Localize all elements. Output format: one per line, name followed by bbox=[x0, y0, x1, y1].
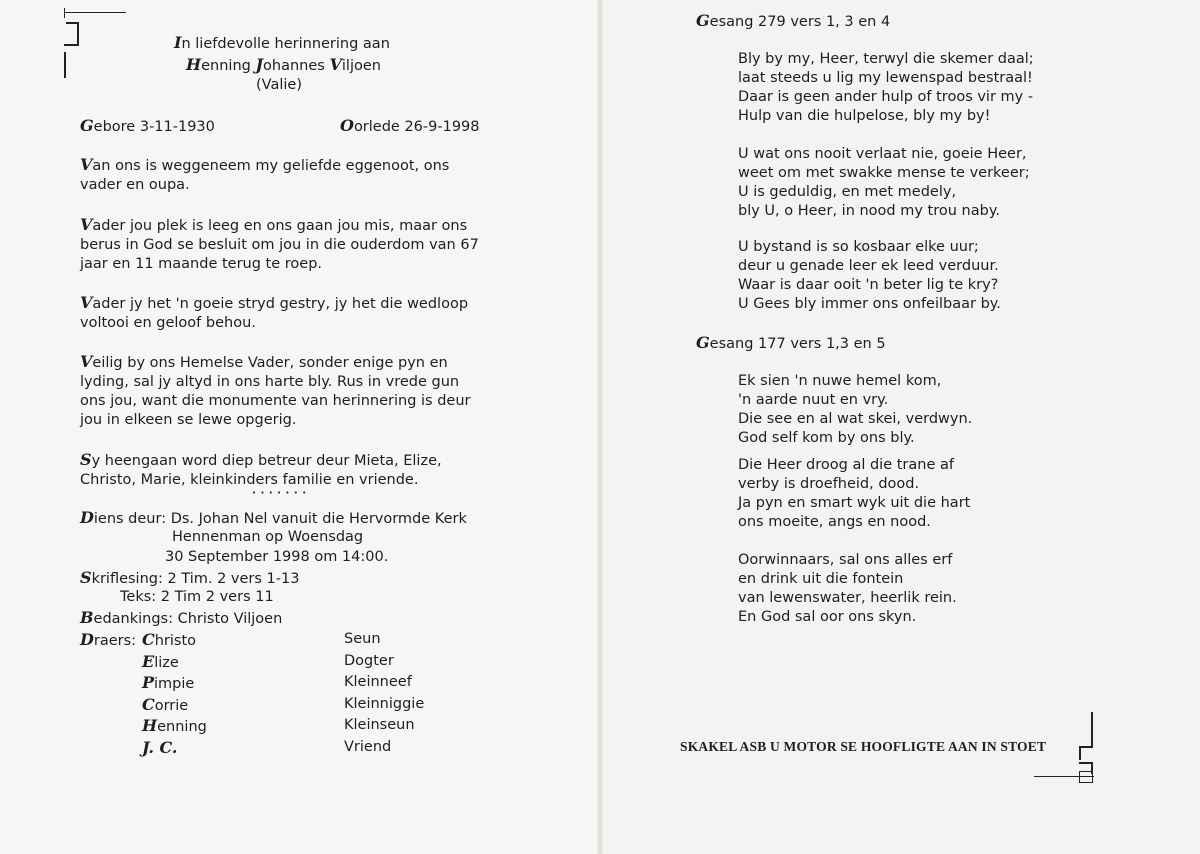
bearer-relation: Kleinniggie bbox=[344, 696, 425, 712]
hymn-stanza: Ek sien 'n nuwe hemel kom, 'n aarde nuut en vry. Die see en al wat skei, verdwyn. God self kom by ons bly. bbox=[738, 373, 973, 446]
sermon-text: Teks: 2 Tim 2 vers 11 bbox=[120, 589, 274, 605]
bearer-name: Pimpie bbox=[142, 673, 195, 692]
service-datetime: 30 September 1998 om 14:00. bbox=[165, 549, 389, 565]
scripture-reading: Skriflesing: 2 Tim. 2 vers 1-13 bbox=[80, 568, 300, 587]
memorial-heading: In liefdevolle herinnering aan bbox=[174, 33, 390, 52]
bearer-relation: Kleinneef bbox=[344, 674, 412, 690]
hymn-heading: Gesang 279 vers 1, 3 en 4 bbox=[696, 11, 891, 30]
bearers-label: Draers: bbox=[80, 630, 137, 649]
bearer-name: Henning bbox=[142, 716, 207, 735]
bearer-name: Christo bbox=[142, 630, 197, 649]
bearer-relation: Dogter bbox=[344, 653, 394, 669]
service-venue: Hennenman op Woensdag bbox=[172, 529, 364, 545]
service-details: Diens deur: Ds. Johan Nel vanuit die Hervormde Kerk bbox=[80, 508, 467, 527]
hymn-stanza: U bystand is so kosbaar elke uur; deur u genade leer ek leed verduur. Waar is daar ooit 'n beter lig te kry? U Gees bly immer ons onfeilbaar by. bbox=[738, 239, 1001, 312]
birth-date: Gebore 3-11-1930 bbox=[80, 116, 215, 135]
tribute-paragraph: Vader jou plek is leeg en ons gaan jou mis, maar ons berus in God se besluit om jou in die ouderdom van 67 jaar en 11 maande terug te roep. bbox=[80, 215, 479, 272]
death-date: Oorlede 26-9-1998 bbox=[340, 116, 480, 135]
hymn-stanza: Oorwinnaars, sal ons alles erf en drink uit die fontein van lewenswater, heerlik rein. En God sal oor ons skyn. bbox=[738, 552, 957, 625]
hymn-stanza: Die Heer droog al die trane af verby is droefheid, dood. Ja pyn en smart wyk uit die hart ons moeite, angs en nood. bbox=[738, 457, 971, 530]
tribute-paragraph: Veilig by ons Hemelse Vader, sonder enige pyn en lyding, sal jy altyd in ons harte bly. Rus in vrede gun ons jou, want die monumente van herinnering is deur jou in elkeen se lewe opgerig. bbox=[80, 352, 471, 428]
divider-dots: • • • • • • • bbox=[252, 489, 308, 497]
bearer-relation: Kleinseun bbox=[344, 717, 415, 733]
bearer-relation: Vriend bbox=[344, 739, 392, 755]
thanks-line: Bedankings: Christo Viljoen bbox=[80, 608, 283, 627]
page-fold bbox=[597, 0, 603, 854]
bearer-name: J. C. bbox=[142, 738, 178, 757]
nickname: (Valie) bbox=[256, 77, 302, 93]
bearer-name: Elize bbox=[142, 652, 179, 671]
headlights-notice: SKAKEL ASB U MOTOR SE HOOFLIGTE AAN IN STOET bbox=[680, 739, 1047, 754]
hymn-stanza: U wat ons nooit verlaat nie, goeie Heer, weet om met swakke mense te verkeer; U is geduldig, en met medely, bly U, o Heer, in nood my trou naby. bbox=[738, 146, 1030, 219]
bearer-name: Corrie bbox=[142, 695, 189, 714]
hymn-stanza: Bly by my, Heer, terwyl die skemer daal; laat steeds u lig my lewenspad bestraal! Daar is geen ander hulp of troos vir my - Hulp van die hulpelose, bly my by! bbox=[738, 51, 1034, 124]
hymn-heading: Gesang 177 vers 1,3 en 5 bbox=[696, 333, 886, 352]
bearer-relation: Seun bbox=[344, 631, 381, 647]
tribute-paragraph: Van ons is weggeneem my geliefde eggenoot, ons vader en oupa. bbox=[80, 155, 450, 193]
mourners-paragraph: Sy heengaan word diep betreur deur Mieta, Elize, Christo, Marie, kleinkinders familie en vriende. bbox=[80, 450, 442, 488]
deceased-name: Henning Johannes Viljoen bbox=[186, 55, 381, 74]
tribute-paragraph: Vader jy het 'n goeie stryd gestry, jy het die wedloop voltooi en geloof behou. bbox=[80, 293, 469, 331]
